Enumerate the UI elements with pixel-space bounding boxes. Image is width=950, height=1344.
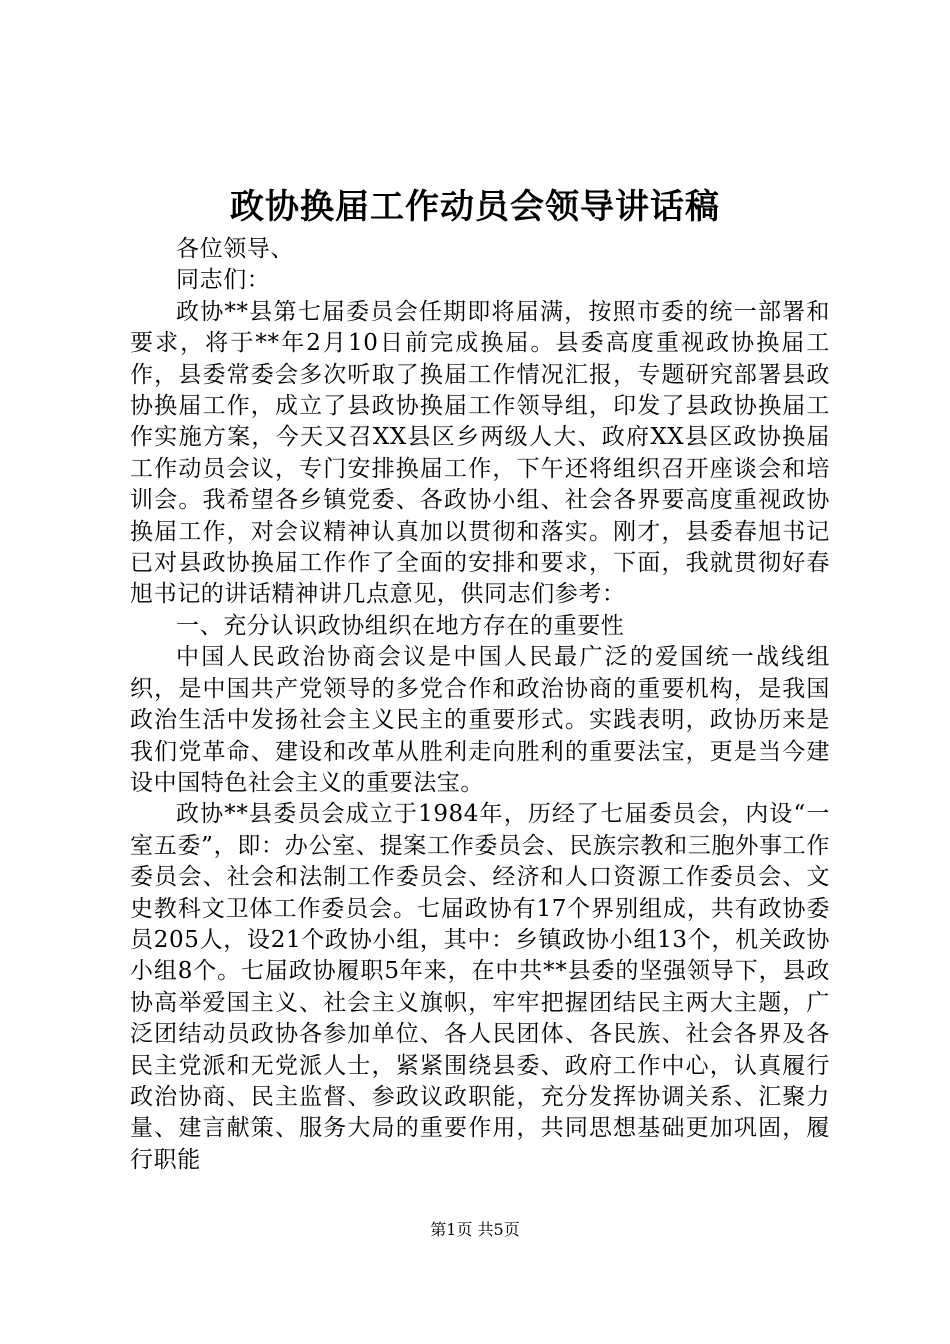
section-heading-1: 一、充分认识政协组织在地方存在的重要性 <box>176 612 625 639</box>
paragraph-cppcc-role: 中国人民政治协商会议是中国人民最广泛的爱国统一战线组织，是中国共产党领导的多党合作和政治协商的重要机构，是我国政治生活中发扬社会主义民主的重要形式。实践表明，政协历来是我们党革命、建设和改革从胜利走向胜利的重要法宝，更是当今建设中国特色社会主义的重要法宝。 <box>130 644 830 796</box>
paragraph-intro: 政协**县第七届委员会任期即将届满，按照市委的统一部署和要求，将于**年2月10日前完成换届。县委高度重视政协换届工作，县委常委会多次听取了换届工作情况汇报，专题研究部署县政协换届工作，成立了县政协换届工作领导组，印发了县政协换届工作实施方案，今天又召XX县区乡两级人大、政府XX县区政协换届工作动员会议，专门安排换届工作，下午还将组织召开座谈会和培训会。我希望各乡镇党委、各政协小组、社会各界要高度重视政协换届工作，对会议精神认真加以贯彻和落实。刚才，县委春旭书记已对县政协换届工作作了全面的安排和要求，下面，我就贯彻好春旭书记的讲话精神讲几点意见，供同志们参考： <box>130 298 830 608</box>
salutation-line-1: 各位领导、 <box>176 236 294 262</box>
page-footer: 第1页 共5页 <box>430 1220 520 1239</box>
paragraph-county-cppcc: 政协**县委员会成立于1984年，历经了七届委员会，内设“一室五委”，即：办公室、提案工作委员会、民族宗教和三胞外事工作委员会、社会和法制工作委员会、经济和人口资源工作委员会、文史教科文卫体工作委员会。七届政协有17个界别组成，共有政协委员205人，设21个政协小组，其中：乡镇政协小组13个，机关政协小组8个。七届政协履职5年来，在中共**县委的坚强领导下，县政协高举爱国主义、社会主义旗帜，牢牢把握团结民主两大主题，广泛团结动员政协各参加单位、各人民团体、各民族、社会各界及各民主党派和无党派人士，紧紧围绕县委、政府工作中心，认真履行政治协商、民主监督、参政议政职能，充分发挥协调关系、汇聚力量、建言献策、服务大局的重要作用，共同思想基础更加巩固，履行职能 <box>130 801 830 1173</box>
salutation-line-2: 同志们： <box>176 267 271 294</box>
document-body <box>130 234 830 1176</box>
page-title: 政协换届工作动员会领导讲话稿 <box>230 187 720 227</box>
